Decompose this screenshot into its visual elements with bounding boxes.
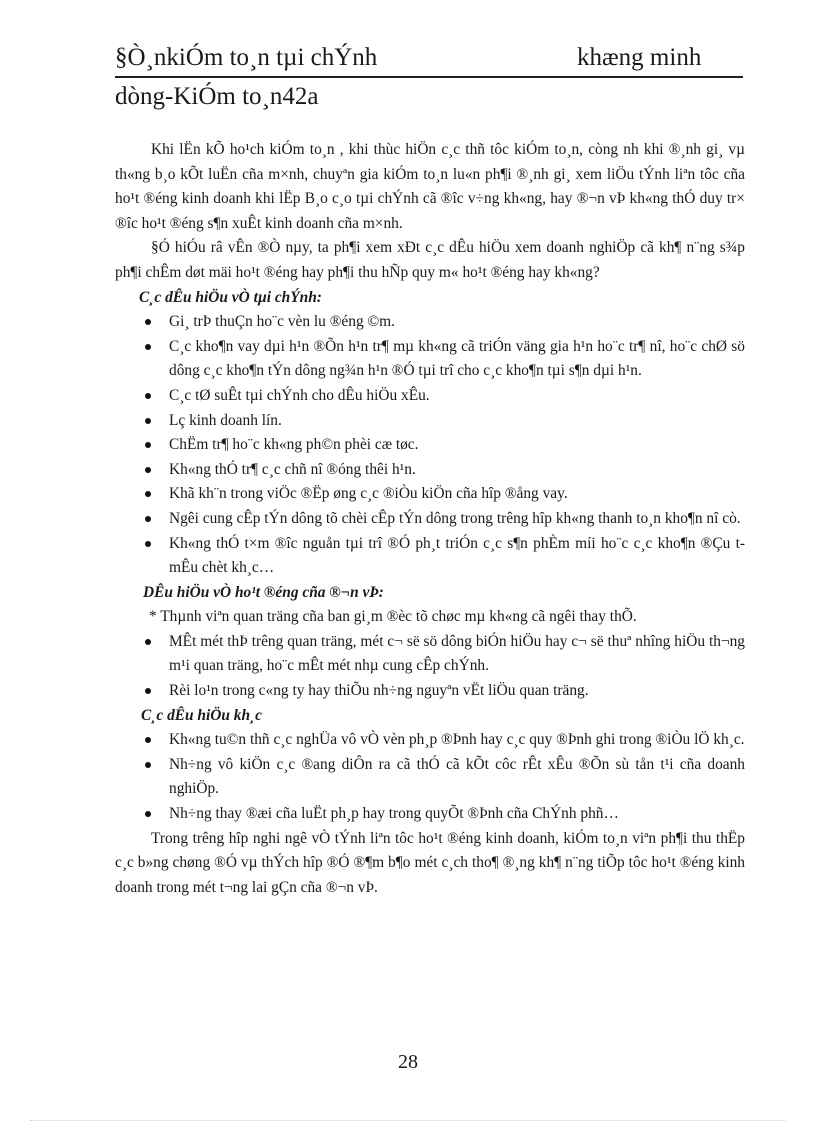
section-heading-other: C¸c dÊu hiÖu kh¸c bbox=[141, 706, 263, 724]
header-underline bbox=[115, 76, 743, 78]
bullet-icon bbox=[145, 762, 151, 768]
bullet-icon bbox=[145, 516, 151, 522]
bullet-icon bbox=[145, 639, 151, 645]
bullet-icon bbox=[145, 688, 151, 694]
header-subtitle: dòng-KiÓm to¸n42a bbox=[115, 83, 319, 110]
bullet-icon bbox=[145, 418, 151, 424]
list-item: C¸c kho¶n vay dµi h¹n ®Õn h¹n tr¶ mµ kh«ng cã triÓn väng gia h¹n ho¨c tr¶ nî, ho¨c chØ sö dông c¸c kho¶n tÝn dông ng¾n h¹n ®Ó tµi trî cho c¸c kho¶n tµi s¶n dµi h¹n. bbox=[115, 335, 745, 384]
bullet-icon bbox=[145, 541, 151, 547]
bullet-icon bbox=[145, 344, 151, 350]
header-title: §Ò¸nkiÓm to¸n tµi chÝnh bbox=[115, 44, 378, 71]
paragraph-question: §Ó hiÓu râ vÊn ®Ò nµy, ta ph¶i xem xÐt c¸c dÊu hiÖu xem doanh nghiÖp cã kh¶ n¨ng s¾p ph¶i chÊm døt mäi ho¹t ®éng hay ph¶i thu hÑp quy m« ho¹t ®éng hay kh«ng? bbox=[115, 239, 745, 281]
paragraph-conclusion: Trong trêng hîp nghi ngê vÒ tÝnh liªn tôc ho¹t ®éng kinh doanh, kiÓm to¸n viªn ph¶i thu thËp c¸c b»ng chøng ®Ó vµ thÝch hîp ®Ó ®¶m b¶o mét c¸ch tho¶ ®¸ng kh¶ n¨ng tiÕp tôc ho¹t ®éng kinh doanh trong mét t¬ng lai gÇn cña ®¬n vÞ. bbox=[115, 829, 745, 896]
operations-note: * Thµnh viªn quan träng cña ban gi¸m ®èc tõ chøc mµ kh«ng cã ngêi thay thÕ. bbox=[149, 608, 637, 626]
list-item: Kh«ng thÓ tr¶ c¸c chñ nî ®óng thêi h¹n. bbox=[115, 458, 745, 483]
list-item: Nh÷ng thay ®æi cña luËt ph¸p hay trong quyÕt ®Þnh cña ChÝnh phñ… bbox=[115, 802, 745, 827]
other-signs-list bbox=[115, 728, 745, 826]
document-body bbox=[115, 138, 745, 900]
list-item: C¸c tØ suÊt tµi chÝnh cho dÊu hiÖu xÊu. bbox=[115, 384, 745, 409]
paragraph-intro: Khi lËn kÕ ho¹ch kiÓm to¸n , khi thùc hiÖn c¸c thñ tôc kiÓm to¸n, còng nh khi ®¸nh gi¸ vµ th«ng b¸o kÕt luËn cña m×nh, chuyªn gia kiÓm to¸n lu«n ph¶i ®¸nh gi¸ xem liÖu tÝnh liªn tôc cña ho¹t ®éng kinh doanh khi lËp B¸o c¸o tµi chÝnh cã ®îc v÷ng kh«ng, hay ®¬n vÞ kh«ng thÓ duy tr× ®îc ho¹t ®éng s¶n xuÊt kinh doanh cña m×nh. bbox=[115, 141, 745, 232]
list-item: ChËm tr¶ ho¨c kh«ng ph©n phèi cæ tøc. bbox=[115, 433, 745, 458]
footer-divider bbox=[30, 1120, 786, 1121]
page-number: 28 bbox=[398, 1051, 418, 1073]
financial-signs-list bbox=[115, 310, 745, 581]
bullet-icon bbox=[145, 467, 151, 473]
list-item: Lç kinh doanh lín. bbox=[115, 409, 745, 434]
list-item: Nh÷ng vô kiÖn c¸c ®ang diÔn ra cã thÓ cã kÕt côc rÊt xÊu ®Õn sù tån t¹i cña doanh nghiÖp. bbox=[115, 753, 745, 802]
section-heading-operations: DÊu hiÖu vÒ ho¹t ®éng cña ®¬n vÞ: bbox=[143, 583, 384, 601]
section-heading-financial: C¸c dÊu hiÖu vÒ tµi chÝnh: bbox=[139, 288, 322, 306]
bullet-icon bbox=[145, 442, 151, 448]
header-author: khæng minh bbox=[577, 44, 702, 71]
bullet-icon bbox=[145, 491, 151, 497]
list-item: Rèi lo¹n trong c«ng ty hay thiÕu nh÷ng nguyªn vËt liÖu quan träng. bbox=[115, 679, 745, 704]
list-item: Kh«ng thÓ t×m ®îc nguån tµi trî ®Ó ph¸t triÓn c¸c s¶n phÈm míi ho¨c c¸c kho¶n ®Çu t mÊu chèt kh¸c… bbox=[115, 532, 745, 581]
list-item: MÊt mét thÞ trêng quan träng, mét c¬ së sö dông biÓn hiÖu hay c¬ së thuª nhîng hiÖu th¬ng m¹i quan träng, ho¨c mÊt mét nhµ cung cÊp chÝnh. bbox=[115, 630, 745, 679]
list-item: Ngêi cung cÊp tÝn dông tõ chèi cÊp tÝn dông trong trêng hîp kh«ng thanh to¸n kho¶n nî cò. bbox=[115, 507, 745, 532]
page-header bbox=[115, 44, 745, 112]
list-item: Kh«ng tu©n thñ c¸c nghÜa vô vÒ vèn ph¸p ®Þnh hay c¸c quy ®Þnh ghi trong ®iÒu lÖ kh¸c. bbox=[115, 728, 745, 753]
bullet-icon bbox=[145, 319, 151, 325]
list-item: Khã kh¨n trong viÖc ®Ëp øng c¸c ®iÒu kiÖn cña hîp ®ång vay. bbox=[115, 482, 745, 507]
bullet-icon bbox=[145, 737, 151, 743]
bullet-icon bbox=[145, 393, 151, 399]
operations-signs-list bbox=[115, 630, 745, 704]
bullet-icon bbox=[145, 811, 151, 817]
list-item: Gi¸ trÞ thuÇn ho¨c vèn lu ®éng ©m. bbox=[115, 310, 745, 335]
